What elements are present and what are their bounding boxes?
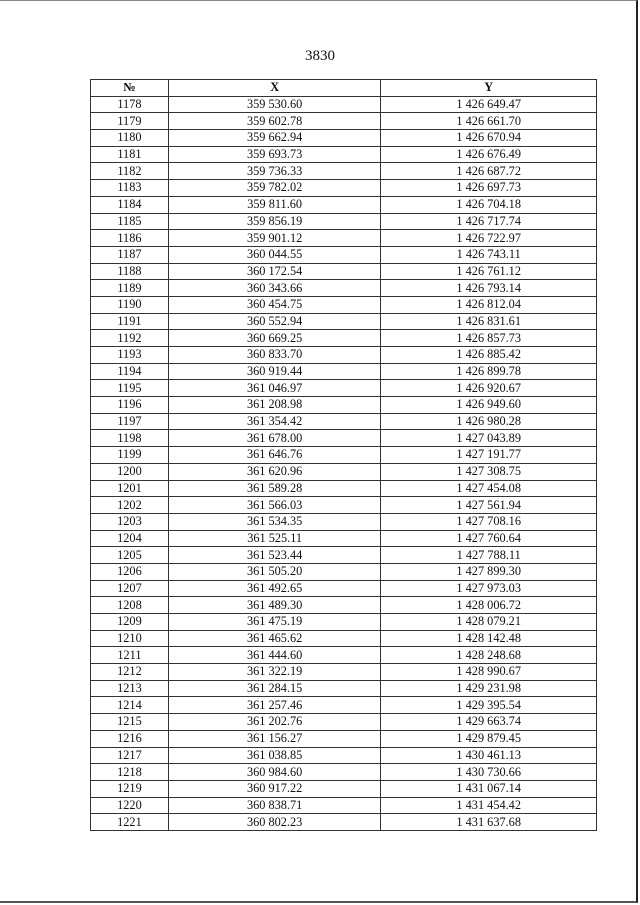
cell-x: 360 552.94 [168,313,381,330]
table-row [91,180,597,197]
table-row [91,430,597,447]
cell-x: 360 802.23 [168,814,381,831]
cell-x: 359 530.60 [168,96,381,113]
cell-x: 359 901.12 [168,230,381,247]
cell-x: 359 782.02 [168,180,381,197]
table-row [91,263,597,280]
cell-y: 1 428 990.67 [381,664,597,681]
table-row [91,146,597,163]
cell-number: 1183 [91,180,169,197]
cell-y: 1 426 704.18 [381,196,597,213]
cell-x: 361 156.27 [168,730,381,747]
cell-number: 1221 [91,814,169,831]
cell-x: 361 208.98 [168,397,381,414]
cell-number: 1203 [91,513,169,530]
cell-x: 361 589.28 [168,480,381,497]
cell-number: 1182 [91,163,169,180]
cell-x: 359 662.94 [168,130,381,147]
table-row [91,647,597,664]
cell-number: 1210 [91,630,169,647]
table-row [91,447,597,464]
cell-y: 1 428 079.21 [381,614,597,631]
cell-y: 1 429 395.54 [381,697,597,714]
cell-y: 1 426 722.97 [381,230,597,247]
cell-number: 1196 [91,397,169,414]
cell-number: 1194 [91,363,169,380]
cell-number: 1213 [91,680,169,697]
cell-number: 1204 [91,530,169,547]
cell-x: 361 202.76 [168,714,381,731]
cell-number: 1220 [91,797,169,814]
table-row [91,413,597,430]
header-number: № [91,80,169,97]
table-row [91,814,597,831]
cell-number: 1208 [91,597,169,614]
cell-number: 1192 [91,330,169,347]
cell-x: 361 322.19 [168,664,381,681]
cell-y: 1 427 191.77 [381,447,597,464]
cell-x: 360 172.54 [168,263,381,280]
cell-y: 1 426 761.12 [381,263,597,280]
cell-x: 360 917.22 [168,780,381,797]
cell-x: 361 489.30 [168,597,381,614]
cell-y: 1 431 637.68 [381,814,597,831]
cell-x: 361 525.11 [168,530,381,547]
cell-y: 1 426 649.47 [381,96,597,113]
cell-number: 1199 [91,447,169,464]
cell-y: 1 427 561.94 [381,497,597,514]
cell-number: 1187 [91,246,169,263]
cell-x: 361 620.96 [168,463,381,480]
cell-x: 361 492.65 [168,580,381,597]
cell-number: 1185 [91,213,169,230]
cell-y: 1 426 831.61 [381,313,597,330]
cell-x: 361 475.19 [168,614,381,631]
table-row [91,230,597,247]
cell-x: 360 833.70 [168,347,381,364]
cell-y: 1 431 454.42 [381,797,597,814]
cell-y: 1 428 006.72 [381,597,597,614]
cell-y: 1 426 670.94 [381,130,597,147]
table-header-row [91,80,597,97]
cell-y: 1 428 142.48 [381,630,597,647]
cell-y: 1 427 788.11 [381,547,597,564]
header-y: Y [381,80,597,97]
table-row [91,296,597,313]
table-row [91,614,597,631]
cell-x: 361 284.15 [168,680,381,697]
cell-number: 1190 [91,296,169,313]
cell-x: 361 678.00 [168,430,381,447]
cell-number: 1202 [91,497,169,514]
table-row [91,530,597,547]
cell-y: 1 427 454.08 [381,480,597,497]
cell-number: 1195 [91,380,169,397]
cell-number: 1200 [91,463,169,480]
cell-x: 359 693.73 [168,146,381,163]
cell-x: 361 566.03 [168,497,381,514]
cell-number: 1179 [91,113,169,130]
table-row [91,130,597,147]
cell-x: 361 257.46 [168,697,381,714]
cell-y: 1 430 461.13 [381,747,597,764]
cell-y: 1 427 043.89 [381,430,597,447]
cell-number: 1219 [91,780,169,797]
cell-y: 1 426 687.72 [381,163,597,180]
cell-x: 360 343.66 [168,280,381,297]
cell-y: 1 427 308.75 [381,463,597,480]
cell-y: 1 426 949.60 [381,397,597,414]
cell-x: 361 534.35 [168,513,381,530]
cell-number: 1180 [91,130,169,147]
cell-number: 1205 [91,547,169,564]
table-row [91,246,597,263]
table-row [91,96,597,113]
cell-x: 361 354.42 [168,413,381,430]
cell-y: 1 427 899.30 [381,563,597,580]
cell-y: 1 426 980.28 [381,413,597,430]
cell-y: 1 426 857.73 [381,330,597,347]
table-row [91,597,597,614]
cell-number: 1193 [91,347,169,364]
cell-y: 1 427 708.16 [381,513,597,530]
cell-number: 1181 [91,146,169,163]
cell-x: 361 505.20 [168,563,381,580]
cell-number: 1197 [91,413,169,430]
table-row [91,780,597,797]
cell-y: 1 429 231.98 [381,680,597,697]
cell-number: 1184 [91,196,169,213]
table-row [91,714,597,731]
table-body [91,96,597,830]
cell-number: 1215 [91,714,169,731]
header-x: X [168,80,381,97]
table-row [91,397,597,414]
cell-number: 1189 [91,280,169,297]
table-row [91,380,597,397]
cell-number: 1207 [91,580,169,597]
cell-y: 1 426 793.14 [381,280,597,297]
cell-x: 361 465.62 [168,630,381,647]
table-row [91,547,597,564]
table-row [91,513,597,530]
cell-number: 1217 [91,747,169,764]
cell-number: 1188 [91,263,169,280]
cell-number: 1178 [91,96,169,113]
cell-number: 1201 [91,480,169,497]
table-row [91,196,597,213]
cell-number: 1214 [91,697,169,714]
cell-y: 1 431 067.14 [381,780,597,797]
cell-x: 361 444.60 [168,647,381,664]
cell-x: 361 646.76 [168,447,381,464]
table-row [91,747,597,764]
table-row [91,163,597,180]
table-row [91,280,597,297]
table-row [91,580,597,597]
cell-y: 1 426 812.04 [381,296,597,313]
cell-y: 1 430 730.66 [381,764,597,781]
coordinates-table [90,79,597,831]
cell-number: 1198 [91,430,169,447]
page-number: 3830 [305,48,335,64]
cell-x: 361 046.97 [168,380,381,397]
cell-x: 360 044.55 [168,246,381,263]
cell-y: 1 426 717.74 [381,213,597,230]
cell-x: 360 669.25 [168,330,381,347]
cell-y: 1 429 879.45 [381,730,597,747]
table-row [91,497,597,514]
cell-x: 360 984.60 [168,764,381,781]
table-row [91,664,597,681]
cell-x: 360 919.44 [168,363,381,380]
table-row [91,463,597,480]
cell-x: 360 838.71 [168,797,381,814]
cell-number: 1216 [91,730,169,747]
cell-x: 359 602.78 [168,113,381,130]
table-row [91,347,597,364]
table-row [91,480,597,497]
cell-y: 1 426 661.70 [381,113,597,130]
cell-number: 1212 [91,664,169,681]
cell-y: 1 426 676.49 [381,146,597,163]
cell-x: 361 038.85 [168,747,381,764]
cell-number: 1209 [91,614,169,631]
cell-x: 359 736.33 [168,163,381,180]
table-row [91,680,597,697]
table-row [91,363,597,380]
table-row [91,213,597,230]
table-row [91,563,597,580]
cell-y: 1 426 920.67 [381,380,597,397]
cell-x: 359 856.19 [168,213,381,230]
cell-y: 1 426 697.73 [381,180,597,197]
cell-x: 361 523.44 [168,547,381,564]
cell-number: 1191 [91,313,169,330]
table-row [91,797,597,814]
cell-x: 359 811.60 [168,196,381,213]
table-row [91,730,597,747]
cell-x: 360 454.75 [168,296,381,313]
table-row [91,630,597,647]
cell-y: 1 427 973.03 [381,580,597,597]
cell-y: 1 426 899.78 [381,363,597,380]
table-row [91,113,597,130]
table-row [91,764,597,781]
cell-number: 1186 [91,230,169,247]
table-row [91,330,597,347]
cell-y: 1 428 248.68 [381,647,597,664]
table-row [91,313,597,330]
cell-y: 1 426 885.42 [381,347,597,364]
cell-y: 1 429 663.74 [381,714,597,731]
cell-number: 1206 [91,563,169,580]
cell-number: 1218 [91,764,169,781]
cell-y: 1 427 760.64 [381,530,597,547]
table-row [91,697,597,714]
cell-number: 1211 [91,647,169,664]
cell-y: 1 426 743.11 [381,246,597,263]
